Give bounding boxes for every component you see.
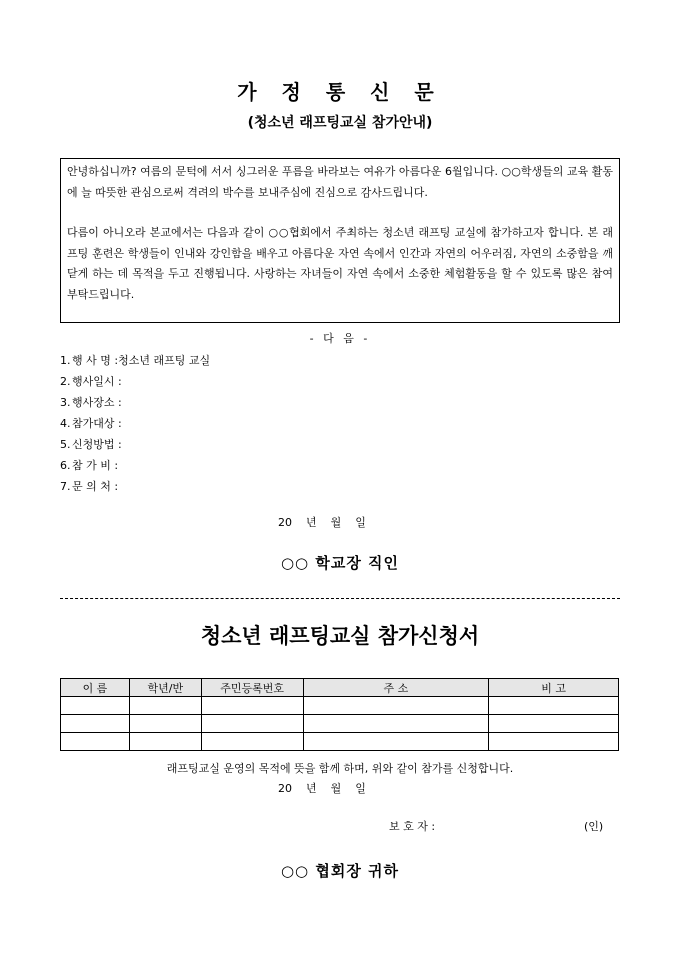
table-cell[interactable] <box>201 697 303 715</box>
item-label: 행 사 명 : <box>72 354 119 367</box>
table-cell[interactable] <box>201 715 303 733</box>
application-date: 20 년 월 일 <box>278 782 366 795</box>
seal-mark: (인) <box>584 820 604 833</box>
list-item <box>60 476 210 497</box>
item-number: 1. <box>60 354 71 367</box>
table-header-row <box>61 679 619 697</box>
table-cell[interactable] <box>129 715 201 733</box>
guardian-label: 보 호 자 : <box>389 820 436 833</box>
page-title: 가 정 통 신 문 <box>237 80 443 104</box>
item-value: 청소년 래프팅 교실 <box>118 354 211 367</box>
notice-paragraph: 안녕하십니까? 여름의 문턱에 서서 싱그러운 푸름을 바라보는 여유가 아름다운 6월입니다. ○○학생들의 교육 활동에 늘 따뜻한 관심으로써 격려의 박수를 보내주심에 진심으로 감사드립니다. <box>67 165 613 199</box>
paragraph-gap <box>67 203 613 223</box>
cut-line-divider <box>60 598 620 599</box>
column-header-remarks: 비 고 <box>489 679 619 697</box>
notice-paragraph: 다름이 아니오라 본교에서는 다음과 같이 ○○협회에서 주최하는 청소년 래프팅 교실에 참가하고자 합니다. 본 래프팅 훈련은 학생들이 인내와 강인함을 배우고 아름다운 자연 속에서 인간과 자연의 어우러짐, 자연의 소중함을 깨닫게 하는 데 목적을 두고 진행됩니다. 사랑하는 자녀들이 자연 속에서 소중한 체험활동을 할 수 있도록 많은 참여 부탁드립니다. <box>67 226 613 301</box>
application-statement: 래프팅교실 운영의 목적에 뜻을 함께 하며, 위와 같이 참가를 신청합니다. <box>166 762 514 775</box>
notice-date: 20 년 월 일 <box>278 516 366 529</box>
list-item <box>60 434 210 455</box>
application-table <box>60 678 619 751</box>
column-header-class: 학년/반 <box>129 679 201 697</box>
table-cell[interactable] <box>303 733 489 751</box>
list-item <box>60 371 210 392</box>
item-number: 4. <box>60 417 71 430</box>
recipient-line: ○○ 협회장 귀하 <box>280 862 400 880</box>
table-cell[interactable] <box>61 697 130 715</box>
item-number: 6. <box>60 459 71 472</box>
list-item <box>60 350 210 371</box>
item-label: 행사장소 : <box>72 396 122 409</box>
application-title: 청소년 래프팅교실 참가신청서 <box>200 623 480 648</box>
item-number: 3. <box>60 396 71 409</box>
table-cell[interactable] <box>129 697 201 715</box>
details-heading: - 다 음 - <box>309 332 371 345</box>
column-header-name: 이 름 <box>61 679 130 697</box>
item-label: 신청방법 : <box>72 438 122 451</box>
details-list <box>60 350 210 497</box>
table-cell[interactable] <box>201 733 303 751</box>
table-row <box>61 697 619 715</box>
table-cell[interactable] <box>61 733 130 751</box>
item-label: 문 의 처 : <box>72 480 119 493</box>
item-label: 참가대상 : <box>72 417 122 430</box>
table-cell[interactable] <box>129 733 201 751</box>
list-item <box>60 392 210 413</box>
school-signature: ○○ 학교장 직인 <box>280 554 400 572</box>
table-cell[interactable] <box>489 715 619 733</box>
item-number: 2. <box>60 375 71 388</box>
column-header-address: 주 소 <box>303 679 489 697</box>
table-cell[interactable] <box>303 697 489 715</box>
table-cell[interactable] <box>489 733 619 751</box>
list-item <box>60 455 210 476</box>
item-label: 참 가 비 : <box>72 459 119 472</box>
table-row <box>61 715 619 733</box>
notice-box <box>60 158 620 323</box>
page-subtitle: (청소년 래프팅교실 참가안내) <box>247 115 433 131</box>
item-label: 행사일시 : <box>72 375 122 388</box>
table-cell[interactable] <box>303 715 489 733</box>
table-cell[interactable] <box>489 697 619 715</box>
table-row <box>61 733 619 751</box>
column-header-id-number: 주민등록번호 <box>201 679 303 697</box>
table-cell[interactable] <box>61 715 130 733</box>
item-number: 7. <box>60 480 71 493</box>
list-item <box>60 413 210 434</box>
item-number: 5. <box>60 438 71 451</box>
